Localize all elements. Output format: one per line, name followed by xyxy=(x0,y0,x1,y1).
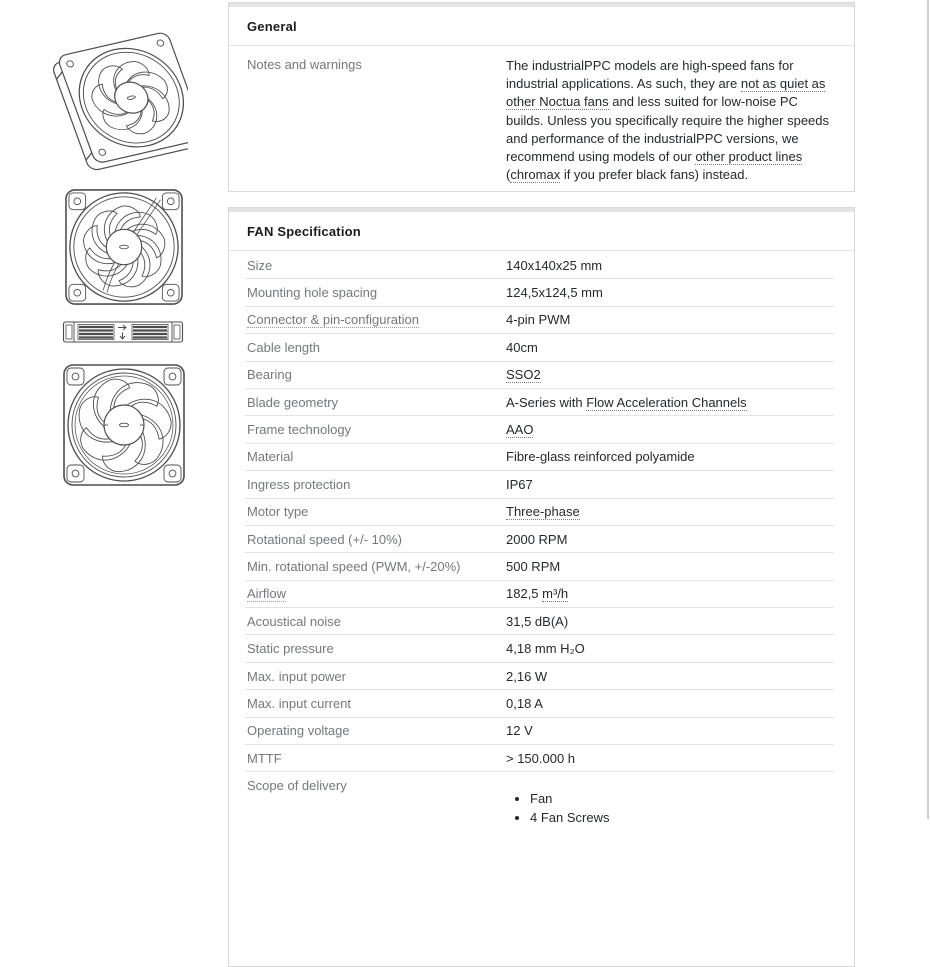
spec-label xyxy=(229,668,506,684)
fan-spec-section xyxy=(228,207,855,967)
spec-row xyxy=(229,306,854,333)
inline-text: 40cm xyxy=(506,339,538,355)
spec-label-text: Max. input current xyxy=(247,695,352,711)
inline-text: 2000 RPM xyxy=(506,531,568,547)
general-header xyxy=(229,7,854,46)
inline-tooltip-link[interactable]: SSO2 xyxy=(506,367,541,383)
inline-text: 4-pin PWM xyxy=(506,312,571,328)
general-section xyxy=(228,2,855,192)
inline-text: if you prefer black fans) instead. xyxy=(560,167,749,183)
inline-tooltip-link[interactable]: chromax xyxy=(510,167,561,183)
scope-of-delivery-item: • 4 Fan Screws xyxy=(530,809,832,827)
spec-value xyxy=(506,531,854,547)
inline-text: > 150.000 h xyxy=(506,750,576,766)
spec-value xyxy=(506,421,854,437)
spec-row xyxy=(229,498,854,525)
inline-text: 4,18 mm H₂O xyxy=(506,641,585,657)
notes-row xyxy=(229,46,854,191)
scope-of-delivery-item: • Fan xyxy=(530,790,832,808)
fan-side-drawing xyxy=(62,318,184,348)
spec-row xyxy=(229,525,854,552)
spec-label xyxy=(229,339,506,355)
spec-label-text: Min. rotational speed (PWM, +/-20%) xyxy=(247,558,461,574)
spec-label[interactable] xyxy=(229,585,506,601)
product-thumbnail-isometric[interactable] xyxy=(48,2,188,178)
spec-label-text: Max. input power xyxy=(247,668,346,684)
fan-rear-drawing xyxy=(62,362,186,488)
fan-front-drawing xyxy=(64,188,184,306)
spec-value xyxy=(506,394,854,410)
inline-text: ( xyxy=(506,167,511,183)
spec-row xyxy=(229,689,854,716)
inline-text: 124,5x124,5 mm xyxy=(506,285,603,301)
spec-label xyxy=(229,558,506,574)
spec-value xyxy=(506,448,854,464)
inline-text: The industrialPPC models are high-speed fans for industrial applications. As such, they are xyxy=(506,58,794,92)
spec-label-text[interactable]: Connector & pin-configuration xyxy=(247,312,419,328)
spec-value xyxy=(506,339,854,355)
spec-label xyxy=(229,750,506,766)
fan-spec-header xyxy=(229,212,854,251)
notes-paragraph xyxy=(506,57,854,184)
spec-label xyxy=(229,284,506,300)
spec-label xyxy=(229,531,506,547)
spec-value xyxy=(506,640,854,656)
spec-label-text: Cable length xyxy=(247,339,320,355)
spec-row xyxy=(229,634,854,661)
inline-text: 0,18 A xyxy=(506,695,543,711)
spec-row xyxy=(229,580,854,607)
spec-label xyxy=(229,366,506,382)
inline-tooltip-link[interactable]: not as quiet as other Noctua fans xyxy=(506,76,826,110)
fan-spec-title: FAN Specification xyxy=(247,224,361,239)
inline-text: A-Series with xyxy=(506,394,587,410)
spec-row xyxy=(229,415,854,442)
scope-of-delivery-list xyxy=(506,790,832,827)
spec-label-text: Frame technology xyxy=(247,422,352,438)
spec-label-text: Blade geometry xyxy=(247,394,339,410)
spec-row xyxy=(229,278,854,305)
inline-text: 31,5 dB(A) xyxy=(506,613,569,629)
notes-label: Notes and warnings xyxy=(247,57,362,72)
inline-text: 2,16 W xyxy=(506,668,548,684)
spec-label xyxy=(229,695,506,711)
spec-value xyxy=(506,771,854,833)
spec-label xyxy=(229,394,506,410)
spec-label xyxy=(229,613,506,629)
spec-value xyxy=(506,668,854,684)
inline-tooltip-link[interactable]: Three-phase xyxy=(506,504,580,520)
spec-row xyxy=(229,662,854,689)
spec-value xyxy=(506,750,854,766)
spec-label xyxy=(229,640,506,656)
inline-tooltip-link[interactable]: other product lines xyxy=(695,149,803,165)
inline-tooltip-link[interactable]: Flow Acceleration Channels xyxy=(586,394,747,410)
spec-label-text: Material xyxy=(247,449,294,465)
spec-row xyxy=(229,361,854,388)
spec-label xyxy=(229,448,506,464)
spec-label xyxy=(229,476,506,492)
spec-value xyxy=(506,366,854,382)
spec-value xyxy=(506,585,854,601)
spec-value xyxy=(506,257,854,273)
inline-text: and less suited for low-noise PC builds. Unless you specifically require the higher speeds and performance of the industrialPPC versions, we recommend using models of our xyxy=(506,94,830,165)
inline-text: Fibre-glass reinforced polyamide xyxy=(506,449,695,465)
spec-label-text: Mounting hole spacing xyxy=(247,285,378,301)
spec-row xyxy=(229,388,854,415)
spec-label-text: Scope of delivery xyxy=(247,778,347,794)
spec-label-text: Size xyxy=(247,257,273,273)
spec-label-text: Ingress protection xyxy=(247,476,351,492)
inline-text: 500 RPM xyxy=(506,558,561,574)
inline-tooltip-link[interactable]: m³/h xyxy=(542,586,569,602)
spec-label xyxy=(229,257,506,273)
inline-text: 182,5 xyxy=(506,586,543,602)
fan-isometric-drawing xyxy=(48,2,188,178)
inline-text: 12 V xyxy=(506,723,533,739)
spec-row xyxy=(229,717,854,744)
spec-label xyxy=(229,722,506,738)
page-right-edge xyxy=(927,0,929,819)
spec-label-text: Bearing xyxy=(247,367,292,383)
spec-row xyxy=(229,443,854,470)
product-thumbnail-front[interactable] xyxy=(64,188,184,306)
spec-row xyxy=(229,333,854,360)
spec-value xyxy=(506,311,854,327)
spec-value xyxy=(506,503,854,519)
spec-label-text: Motor type xyxy=(247,504,309,520)
spec-row xyxy=(229,744,854,771)
inline-text: IP67 xyxy=(506,476,533,492)
spec-label-text: Acoustical noise xyxy=(247,613,341,629)
spec-label-text[interactable]: Airflow xyxy=(247,586,287,602)
spec-value xyxy=(506,558,854,574)
product-image-sidebar xyxy=(0,0,228,819)
spec-row xyxy=(229,607,854,634)
spec-label[interactable] xyxy=(229,311,506,327)
spec-value xyxy=(506,476,854,492)
spec-value xyxy=(506,613,854,629)
inline-tooltip-link[interactable]: AAO xyxy=(506,422,534,438)
spec-label-text: Rotational speed (+/- 10%) xyxy=(247,531,403,547)
general-title: General xyxy=(247,19,297,34)
spec-row xyxy=(229,552,854,579)
inline-text: 140x140x25 mm xyxy=(506,257,603,273)
spec-row xyxy=(229,470,854,497)
spec-value xyxy=(506,722,854,738)
spec-label-text: Static pressure xyxy=(247,641,334,657)
product-thumbnail-side[interactable] xyxy=(62,318,184,348)
spec-rows xyxy=(229,251,854,833)
spec-value xyxy=(506,284,854,300)
spec-label xyxy=(229,421,506,437)
product-thumbnail-rear[interactable] xyxy=(62,362,186,488)
spec-label-text: MTTF xyxy=(247,750,282,766)
spec-value xyxy=(506,695,854,711)
spec-label xyxy=(229,503,506,519)
spec-label xyxy=(229,771,506,793)
spec-row xyxy=(229,771,854,833)
spec-label-text: Operating voltage xyxy=(247,723,350,739)
spec-row xyxy=(229,251,854,278)
